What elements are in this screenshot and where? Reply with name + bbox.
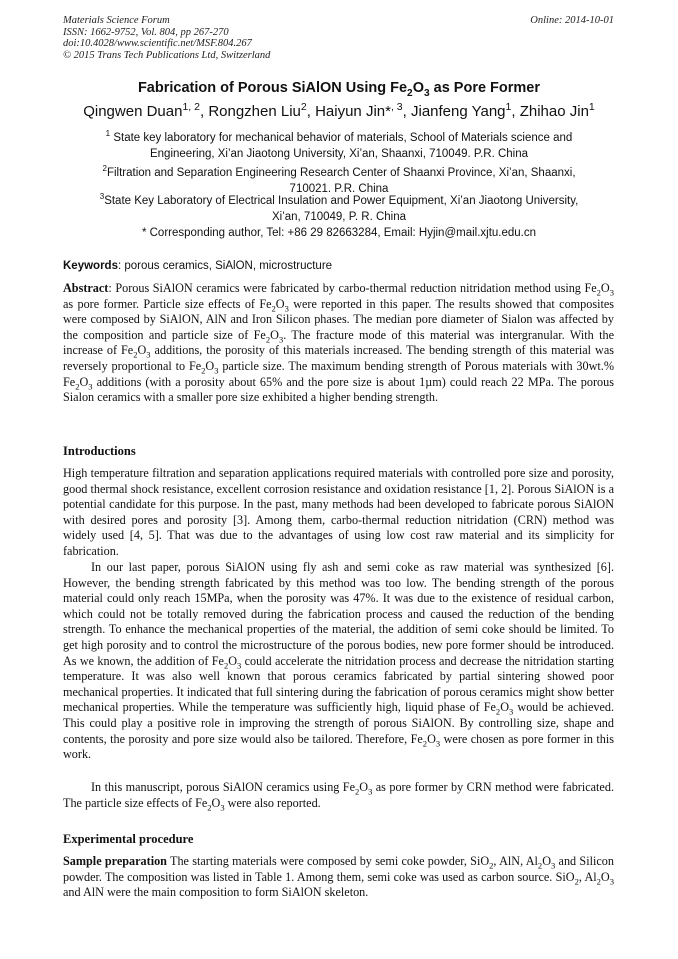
author: Jianfeng Yang [410,103,506,120]
journal-name: Materials Science Forum [63,15,170,26]
affiliation-3: $^3$State Key Laboratory of Electrical Insulation and Power Equipment, Xi’an Jiaotong University, Xi’an, 710049, P. R. China [99,192,579,223]
keywords-label: Keywords [63,260,118,272]
author: Haiyun Jin* [315,103,391,120]
author-list: Qingwen Duan$^{1, 2}$, Rongzhen Liu$^2$, Haiyun Jin*$^{, 3}$, Jianfeng Yang$^1$, Zhihao Jin$^1$ [83,101,595,120]
intro-paragraph-2: In our last paper, porous SiAlON using fly ash and semi coke as raw material was synthesized [6]. However, the bending strength fabricated by this method was too low. The bending strength of the porous material could only reach 15MPa, when the porosity was 47%. It was due to the existence of residual carbon, which could not be totally removed during the fabrication process and caused the reduction of the bending strength. To enhance the mechanical properties of the material, the addition of semi coke should be limited. To get high porosity and to control the microstructure of the porous bodies, new pore former should be introduced. As we known, the addition of $Fe_2O_3$ could accelerate the nitridation process and decrease the nitridation starting temperature. It was also well known that porous ceramics fabricated by partial sintering showed poor mechanical properties. It indicated that full sintering during the fabrication of porous ceramics might show better mechanical properties. While the temperature was sufficiently high, liquid phase of $Fe_2O_3$ would be achieved. This could play a positive role in improving the strength of porous SiAlON. By controlling size, shape and contents, the porosity and pore size would also be tailored. Therefore, $Fe_2O_3$ were chosen as pore former in this work. [63,560,615,762]
intro-paragraph-3: In this manuscript, porous SiAlON ceramics using $Fe_2O_3$ as pore former by CRN method were fabricated. The particle size effects of $Fe_2O_3$ were also reported. [63,780,614,813]
author: Qingwen Duan [83,103,183,120]
author: Zhihao Jin [519,103,589,120]
journal-header [63,15,270,61]
paper-title: Fabrication of Porous SiAlON Using $Fe_2O_3$ as Pore Former [137,80,541,99]
abstract: Abstract: Porous SiAlON ceramics were fabricated by carbo-thermal reduction nitridation method using $Fe_2O_3$ as pore former. Particle size effects of $Fe_2O_3$ were reported in this paper. The results showed that composites were composed by SiAlON, AlN and Iron Silicon phases. The median pore diameter of Sialon was affected by the composition and particle size of $Fe_2O_3$. The fracture mode of this material was intergranular. With the increase of $Fe_2O_3$ additions, the porosity of this materials increased. The bending strength of this material was reversely proportional to $Fe_2O_3$ particle size. The maximum bending strength of Porous materials with 30wt.% $Fe_2O_3$ additions (with a porosity about 65% and the pore size is about 1µm) could reach 22 MPa. The porous Sialon ceramics with a smaller pore size exhibited a higher bending strength. [63,281,615,405]
keywords: Keywords: porous ceramics, SiAlON, microstructure [63,260,333,272]
author: Rongzhen Liu [208,103,301,120]
online-date: Online: 2014-10-01 [530,15,614,26]
affiliation-1: $^1$ State key laboratory for mechanical behavior of materials, School of Materials science and Engineering, Xi’an Jiaotong University, Xi’an, Shaanxi, 710049. P.R. China [105,129,573,160]
affiliation-2: $^2$Filtration and Separation Engineering Research Center of Shaanxi Province, Xi’an, Shaanxi, 710021. P.R. China [102,164,576,195]
intro-paragraph-1: High temperature filtration and separation applications required materials with controlled pore size and porosity, good thermal shock resistance, excellent corrosion resistance and oxidation resistance [1, 2]. Porous SiAlON is a potential candidate for this purpose. In the past, many methods had been developed to fabricate porous SiAlON with desired pores and porosity [3]. Among them, carbo-thermal reduction nitridation (CRN) method was widely used [4, 5]. That was due to the advantages of using low cost raw material and its simplicity for fabrication. [63,466,614,558]
corresponding-author: * Corresponding author, Tel: +86 29 82663284, Email: Hyjin@mail.xjtu.edu.cn [141,227,537,239]
doi-line: doi:10.4028/www.scientific.net/MSF.804.267 [63,38,252,49]
section-heading-introductions: Introductions [63,444,136,458]
section-heading-experimental: Experimental procedure [63,832,194,846]
issn-line: ISSN: 1662-9752, Vol. 804, pp 267-270 [63,26,229,38]
copyright-line: © 2015 Trans Tech Publications Ltd, Switzerland [63,49,271,61]
experimental-paragraph: Sample preparation The starting materials were composed by semi coke powder, SiO$_2$, AlN, $Al_2O_3$ and Silicon powder. The composition was listed in Table 1. Among them, semi coke was used as carbon source. SiO$_2$, $Al_2O_3$ and AlN were the main composition to form SiAlON skeleton. [63,854,614,900]
